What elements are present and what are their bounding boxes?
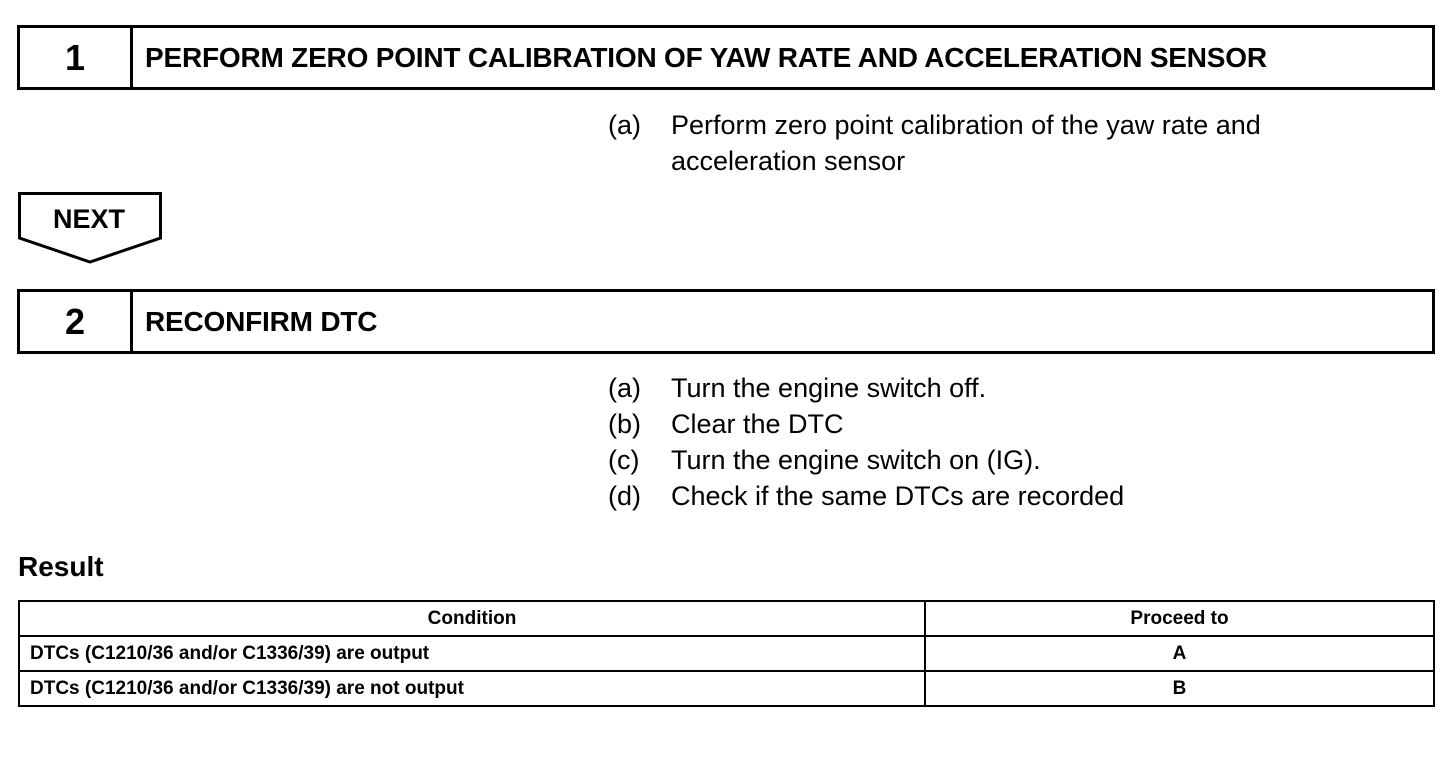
step-2-number: 2 — [20, 292, 133, 351]
result-heading: Result — [18, 551, 104, 582]
instruction-text: Clear the DTC — [671, 409, 844, 439]
step-1-instructions — [608, 107, 1361, 179]
instruction-item — [608, 107, 1361, 179]
step-2-title: RECONFIRM DTC — [145, 305, 378, 337]
instruction-letter: (d) — [608, 481, 641, 511]
next-label: NEXT — [52, 204, 125, 234]
condition-cell: DTCs (C1210/36 and/or C1336/39) are output — [19, 636, 925, 671]
next-arrow — [18, 192, 162, 264]
proceed-cell: B — [925, 671, 1434, 706]
table-row — [19, 636, 1434, 671]
column-header-condition: Condition — [19, 601, 925, 636]
instruction-letter: (a) — [608, 110, 641, 140]
instruction-item — [608, 370, 1371, 406]
step-1-number: 1 — [20, 28, 133, 87]
step-2-instructions — [608, 370, 1371, 514]
instruction-text: Check if the same DTCs are recorded — [671, 481, 1125, 511]
table-header-row — [19, 601, 1434, 636]
proceed-cell: A — [925, 636, 1434, 671]
result-table — [18, 600, 1435, 707]
instruction-item — [608, 478, 1371, 514]
instruction-item — [608, 406, 1371, 442]
instruction-item — [608, 442, 1371, 478]
instruction-letter: (c) — [608, 445, 640, 475]
instruction-letter: (b) — [608, 409, 641, 439]
column-header-proceed: Proceed to — [925, 601, 1434, 636]
instruction-text: Turn the engine switch on (IG). — [671, 445, 1041, 475]
instruction-letter: (a) — [608, 373, 641, 403]
condition-cell: DTCs (C1210/36 and/or C1336/39) are not output — [19, 671, 925, 706]
step-1-header — [17, 25, 1435, 90]
table-row — [19, 671, 1434, 706]
instruction-text: Turn the engine switch off. — [671, 373, 987, 403]
step-1-title: PERFORM ZERO POINT CALIBRATION OF YAW RATE AND ACCELERATION SENSOR — [145, 41, 1267, 73]
instruction-text: Perform zero point calibration of the yaw rate and acceleration sensor — [671, 110, 1261, 176]
step-2-header — [17, 289, 1435, 354]
